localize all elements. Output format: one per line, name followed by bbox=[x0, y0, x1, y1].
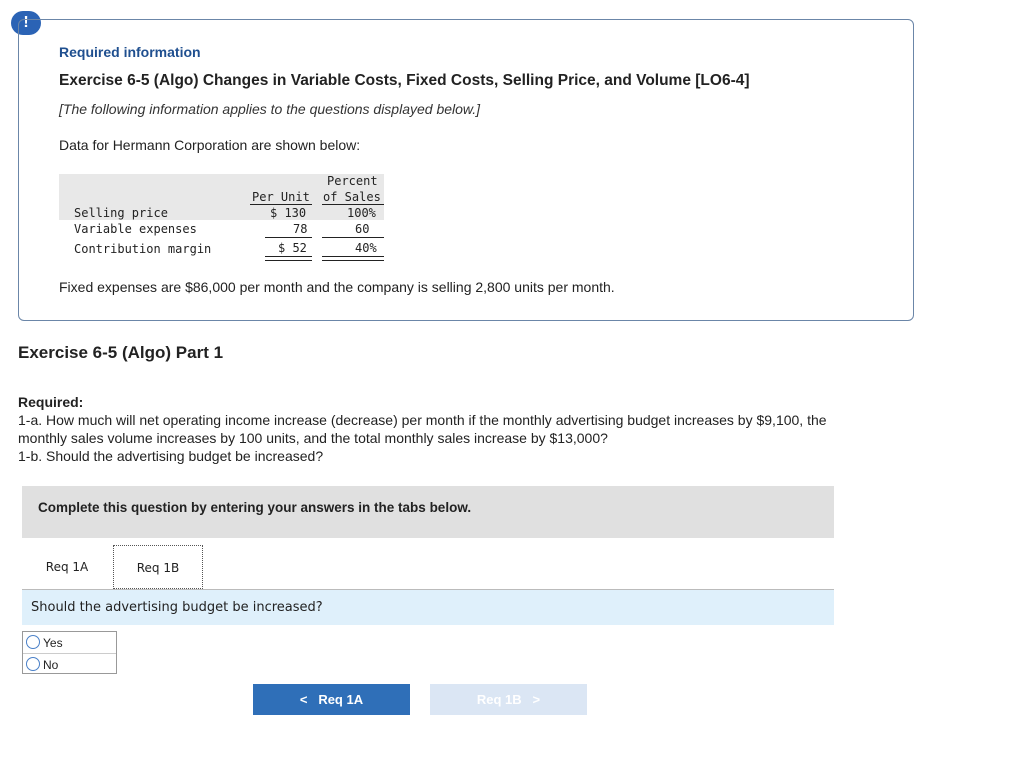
question-1b: 1-b. Should the advertising budget be increased? bbox=[18, 448, 324, 464]
instructions-banner bbox=[22, 486, 834, 538]
applies-note: [The following information applies to the questions displayed below.] bbox=[59, 101, 481, 117]
part-title: Exercise 6-5 (Algo) Part 1 bbox=[18, 343, 224, 362]
option-no[interactable] bbox=[23, 653, 116, 675]
total-double-rule-per-unit bbox=[265, 256, 312, 261]
row-label: Contribution margin bbox=[74, 242, 212, 256]
subtotal-rule-of-sales bbox=[322, 237, 384, 238]
row-label: Selling price bbox=[74, 206, 168, 220]
data-intro: Data for Hermann Corporation are shown below: bbox=[59, 137, 361, 153]
answer-options bbox=[22, 631, 117, 674]
chevron-left-icon: < bbox=[299, 692, 308, 707]
prev-req-1a-button[interactable] bbox=[253, 684, 410, 715]
row-percent: 40% bbox=[355, 241, 377, 255]
subtotal-rule-per-unit bbox=[265, 237, 312, 238]
question-text: Should the advertising budget be increased? bbox=[31, 600, 323, 615]
header-rule-of-sales bbox=[322, 204, 384, 205]
exercise-title: Exercise 6-5 (Algo) Changes in Variable Costs, Fixed Costs, Selling Price, and Volume [LO6-4] bbox=[59, 72, 750, 89]
row-per-unit: $ 52 bbox=[278, 241, 307, 255]
required-information-panel bbox=[18, 19, 914, 321]
option-label: Yes bbox=[43, 636, 63, 650]
required-information-heading: Required information bbox=[59, 44, 201, 60]
radio-icon[interactable] bbox=[26, 657, 40, 671]
row-per-unit: $ 130 bbox=[270, 206, 307, 220]
option-label: No bbox=[43, 658, 59, 672]
prev-button-label: Req 1A bbox=[318, 692, 364, 707]
required-heading: Required: bbox=[18, 394, 84, 410]
next-button-label: Req 1B bbox=[476, 692, 522, 707]
row-label: Variable expenses bbox=[74, 222, 197, 236]
instructions-text: Complete this question by entering your answers in the tabs below. bbox=[38, 500, 472, 515]
header-per-unit: Per Unit bbox=[252, 190, 310, 204]
alert-icon: ! bbox=[11, 11, 41, 35]
next-req-1b-button[interactable] bbox=[430, 684, 587, 715]
chevron-right-icon: > bbox=[532, 692, 541, 707]
option-yes[interactable] bbox=[23, 632, 116, 653]
header-of-sales: of Sales bbox=[323, 190, 381, 204]
question-strip bbox=[22, 590, 834, 625]
fixed-expenses-note: Fixed expenses are $86,000 per month and the company is selling 2,800 units per month. bbox=[59, 279, 615, 295]
header-rule-per-unit bbox=[250, 204, 312, 205]
row-percent: 100% bbox=[347, 206, 376, 220]
header-percent: Percent bbox=[327, 174, 378, 188]
total-double-rule-of-sales bbox=[322, 256, 384, 261]
row-per-unit: 78 bbox=[293, 222, 308, 236]
radio-icon[interactable] bbox=[26, 635, 40, 649]
question-1a-line2: monthly sales volume increases by 100 units, and the total monthly sales increase by $13,000? bbox=[18, 430, 608, 446]
tab-req-1b[interactable]: Req 1B bbox=[113, 545, 203, 589]
question-1a-line1: 1-a. How much will net operating income increase (decrease) per month if the monthly advertising budget increases by $9,100, the bbox=[18, 412, 827, 428]
tab-req-1a[interactable]: Req 1A bbox=[22, 545, 112, 589]
row-percent: 60 bbox=[355, 222, 370, 236]
